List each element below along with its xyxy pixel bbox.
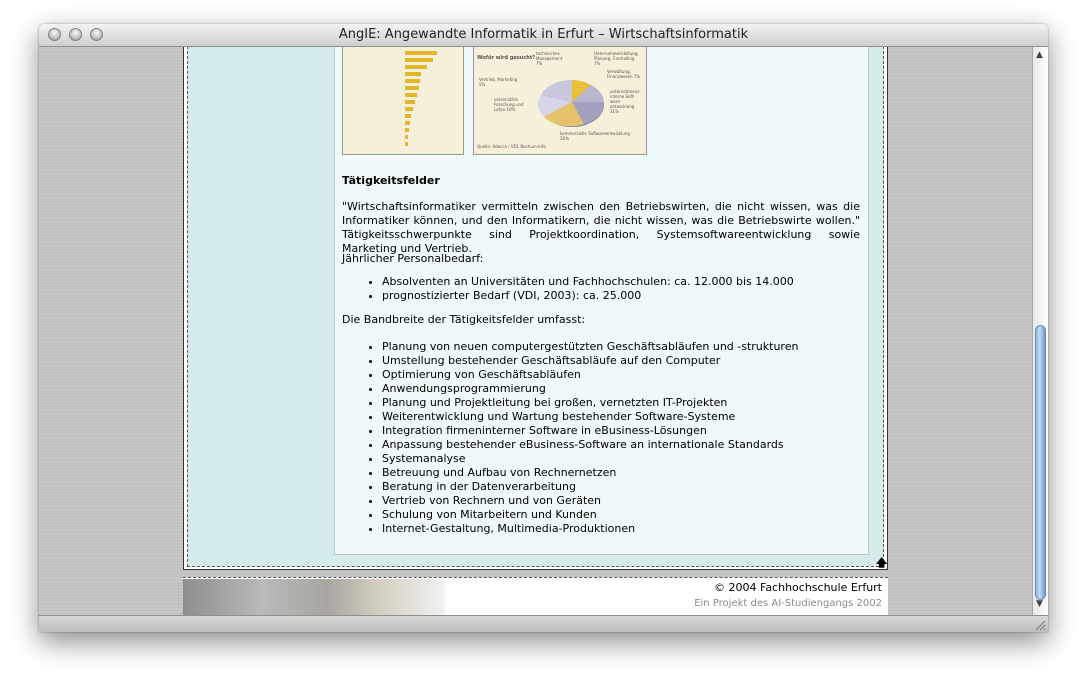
list-item: • Optimierung von Geschäftsabläufen bbox=[382, 368, 860, 382]
list-item: • Anpassung bestehender eBusiness-Software an internationale Standards bbox=[382, 438, 860, 452]
pie-label-3: Verwaltung, Finanzwesen 7% bbox=[607, 69, 641, 79]
list-item: • Anwendungsprogrammierung bbox=[382, 382, 860, 396]
pie-label-1: technisches Management 7% bbox=[536, 51, 563, 66]
pie-label-2: Unternehmensleitung, Planung, Controlling 7% bbox=[594, 51, 639, 66]
list-item: • Weiterentwicklung und Wartung bestehender Software-Systeme bbox=[382, 410, 860, 424]
section-heading: Tätigkeitsfelder bbox=[342, 174, 440, 187]
resize-grip-icon[interactable] bbox=[1034, 619, 1046, 631]
bar-chart-image bbox=[342, 47, 464, 155]
list-item: • Internet-Gestaltung, Multimedia-Produktionen bbox=[382, 522, 860, 536]
pie-question: Wofür wird gesucht? bbox=[477, 55, 536, 61]
intro-paragraph-block bbox=[342, 200, 860, 256]
list-item: • Umstellung bestehender Geschäftsabläufe auf den Computer bbox=[382, 354, 860, 368]
demand-list-block bbox=[342, 275, 860, 303]
pie-label-4: unternehmens-interne Soft-ware-entwicklung 31% bbox=[610, 89, 641, 114]
section-taetigkeitsfelder bbox=[342, 174, 860, 188]
page-footer bbox=[183, 577, 888, 615]
vertical-scrollbar[interactable] bbox=[1032, 47, 1048, 615]
list-item: • Absolventen an Universitäten und Fachhochschulen: ca. 12.000 bis 14.000 bbox=[382, 275, 860, 289]
scroll-thumb[interactable] bbox=[1035, 325, 1046, 600]
pie-label-5: kommerzielle Softwareentwicklung 26% bbox=[560, 131, 630, 141]
list-item: • Planung und Projektleitung bei großen, vernetzten IT-Projekten bbox=[382, 396, 860, 410]
browser-window bbox=[39, 24, 1048, 632]
status-bar bbox=[39, 615, 1048, 632]
range-list bbox=[342, 340, 860, 536]
pie-source: Quelle: Adecco / VDI, Bochum-Info bbox=[477, 144, 546, 149]
demand-label-block bbox=[342, 252, 860, 266]
page-frame-inner bbox=[187, 47, 888, 569]
title-bar[interactable] bbox=[39, 24, 1048, 47]
list-item: • Integration firmeninterner Software in eBusiness-Lösungen bbox=[382, 424, 860, 438]
scroll-down-icon[interactable]: ▼ bbox=[1036, 599, 1043, 609]
list-item: • Beratung in der Datenverarbeitung bbox=[382, 480, 860, 494]
pie-label-6: universitäre Forschung und Lehre 10% bbox=[494, 97, 524, 112]
list-item: • prognostizierter Bedarf (VDI, 2003): ca. 25.000 bbox=[382, 289, 860, 303]
list-item: • Vertrieb von Rechnern und von Geräten bbox=[382, 494, 860, 508]
intro-paragraph: "Wirtschaftsinformatiker vermitteln zwischen den Betriebswirten, die nicht wissen, was die Informatiker können, und den Informatikern, die nicht wissen, was die Betriebswirte wollen." Tätigkeitsschwerpunkte sind Projektkoordination, Systemsoftwareentwicklung sowie Marketing und Vertrieb. bbox=[342, 200, 860, 255]
content-panel bbox=[334, 47, 869, 555]
copyright-text: © 2004 Fachhochschule Erfurt bbox=[714, 581, 882, 594]
back-to-top-link[interactable]: 🡅 bbox=[876, 556, 888, 569]
demand-label: Jährlicher Personalbedarf: bbox=[342, 252, 484, 265]
demand-list bbox=[342, 275, 860, 303]
pie-label-7: Vertrieb, Marketing 5% bbox=[479, 77, 518, 87]
range-label: Die Bandbreite der Tätigkeitsfelder umfasst: bbox=[342, 313, 586, 326]
page-frame bbox=[183, 47, 888, 570]
range-label-block bbox=[342, 313, 860, 327]
list-item: • Systemanalyse bbox=[382, 452, 860, 466]
footer-photo-strip bbox=[183, 579, 445, 615]
pie-chart-image bbox=[473, 47, 647, 155]
list-item: • Schulung von Mitarbeitern und Kunden bbox=[382, 508, 860, 522]
range-list-block bbox=[342, 340, 860, 536]
list-item: • Betreuung und Aufbau von Rechnernetzen bbox=[382, 466, 860, 480]
list-item: • Planung von neuen computergestützten Geschäftsabläufen und -strukturen bbox=[382, 340, 860, 354]
credit-text: Ein Projekt des AI-Studiengangs 2002 bbox=[694, 598, 882, 609]
page-viewport bbox=[39, 47, 1032, 615]
scroll-up-icon[interactable]: ▲ bbox=[1036, 50, 1043, 60]
window-title: AngIE: Angewandte Informatik in Erfurt – Wirtschaftsinformatik bbox=[338, 27, 749, 42]
